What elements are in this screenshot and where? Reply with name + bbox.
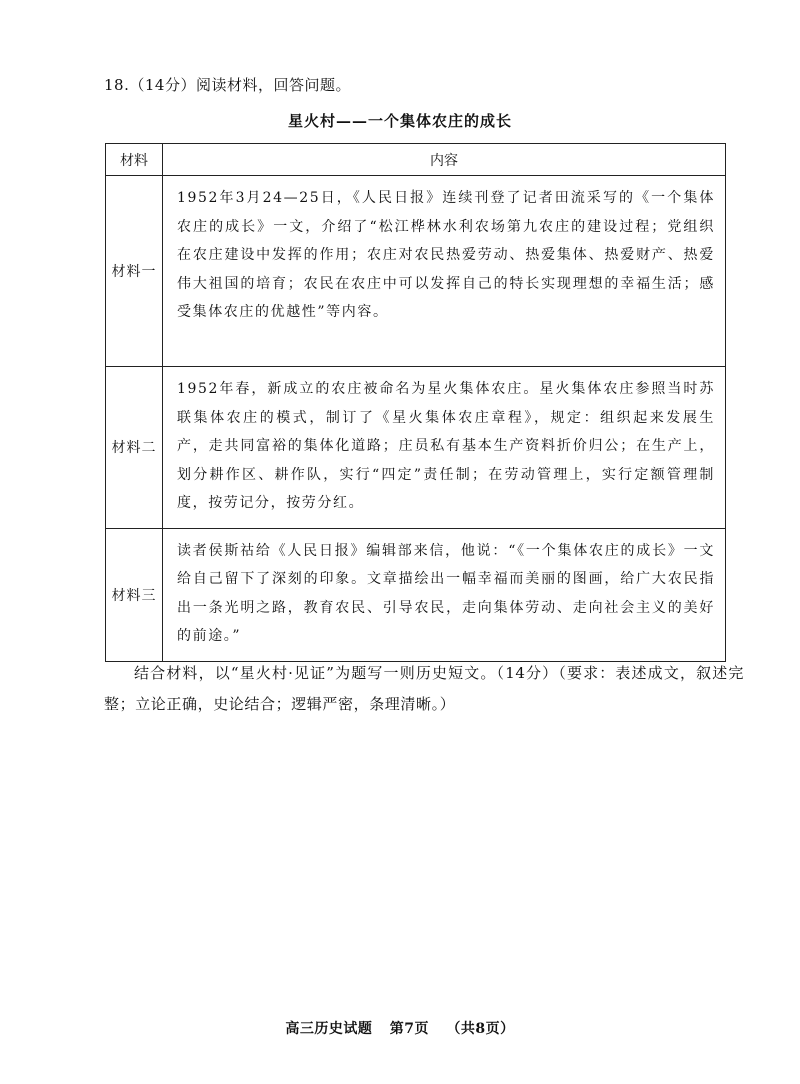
page-footer bbox=[0, 1018, 800, 1038]
material-label: 材料二 bbox=[106, 367, 163, 529]
material-label: 材料一 bbox=[106, 176, 163, 367]
table-header-row bbox=[106, 144, 726, 176]
material-content: 读者侯斯祜给《人民日报》编辑部来信，他说：“《一个集体农庄的成长》一文给自己留下了深刻的印象。文章描绘出一幅幸福而美丽的图画，给广大农民指出一条光明之路，教育农民、引导农民，走向集体劳动、走向社会主义的美好的前途。” bbox=[163, 528, 726, 661]
footer-subject: 高三历史试题 bbox=[285, 1021, 373, 1037]
materials-table bbox=[105, 143, 726, 662]
table-row bbox=[106, 528, 726, 661]
writing-task: 结合材料，以“星火村·见证”为题写一则历史短文。（14分）（要求：表述成文，叙述完整；立论正确，史论结合；逻辑严密，条理清晰。） bbox=[104, 664, 744, 713]
table-title: 星火村——一个集体农庄的成长 bbox=[287, 112, 512, 130]
footer-page: 第7页 bbox=[389, 1021, 429, 1037]
material-label: 材料三 bbox=[106, 528, 163, 661]
table-row bbox=[106, 176, 726, 367]
question-header: 18.（14分）阅读材料，回答问题。 bbox=[104, 76, 351, 94]
material-content: 1952年春，新成立的农庄被命名为星火集体农庄。星火集体农庄参照当时苏联集体农庄的模式，制订了《星火集体农庄章程》，规定：组织起来发展生产，走共同富裕的集体化道路；庄员私有基本生产资料折价归公；在生产上，划分耕作区、耕作队，实行“四定”责任制；在劳动管理上，实行定额管理制度，按劳记分，按劳分红。 bbox=[163, 367, 726, 529]
column-header-content: 内容 bbox=[163, 144, 726, 176]
material-content: 1952年3月24—25日，《人民日报》连续刊登了记者田流采写的《一个集体农庄的成长》一文，介绍了“松江桦林水利农场第九农庄的建设过程；党组织在农庄建设中发挥的作用；农庄对农民热爱劳动、热爱集体、热爱财产、热爱伟大祖国的培育；农民在农庄中可以发挥自己的特长实现理想的幸福生活；感受集体农庄的优越性”等内容。 bbox=[163, 176, 726, 367]
table-row bbox=[106, 367, 726, 529]
column-header-material: 材料 bbox=[106, 144, 163, 176]
footer-total: （共8页） bbox=[446, 1021, 515, 1037]
